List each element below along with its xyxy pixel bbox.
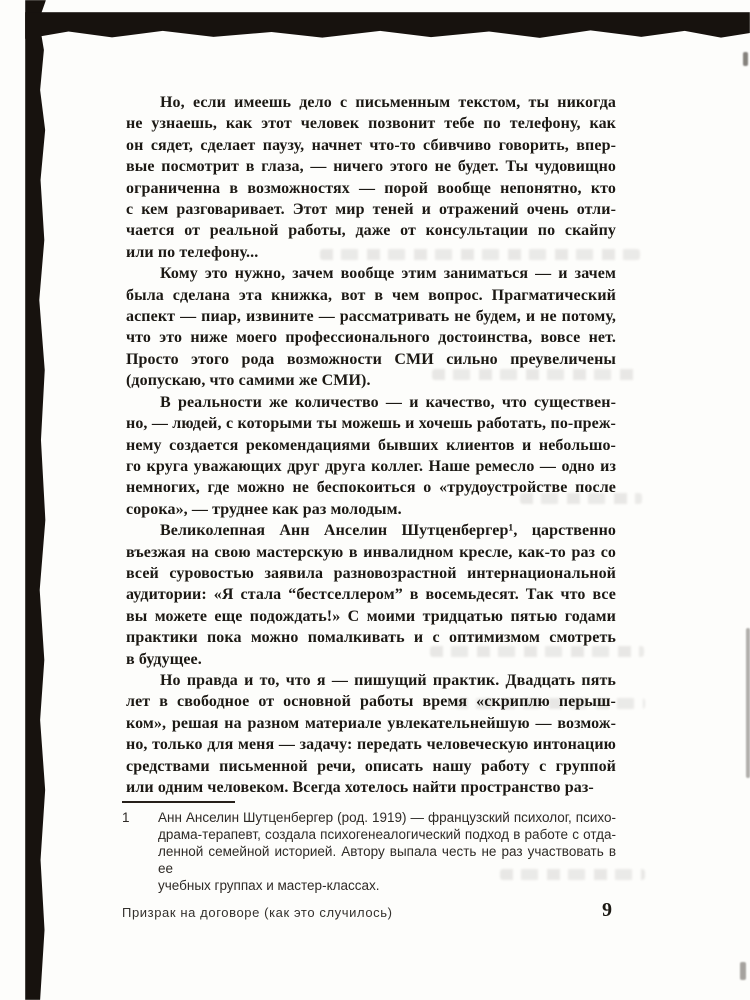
text-line: вы можете еще подождать!» С моими тридцатью пятью годами — [126, 607, 616, 625]
footnote-text — [158, 809, 616, 894]
paragraph — [126, 92, 616, 263]
text-line: в будущее. — [126, 650, 202, 668]
scan-speck — [743, 52, 748, 66]
text-line: учебных группах и мастер-классах. — [158, 878, 380, 893]
footnote-separator — [122, 801, 235, 803]
text-line: чается от реальной работы, даже от консультации по скайпу — [126, 222, 616, 240]
text-line: он сядет, сделает паузу, начнет что-то сбивчиво говорить, впер- — [126, 136, 616, 154]
paragraph — [126, 670, 616, 798]
text-line: или одним человеком. Всегда хотелось найти пространство раз- — [126, 779, 594, 796]
text-line: Анн Анселин Шутценбергер (род. 1919) — французский психолог, психо- — [158, 810, 616, 825]
scan-edge-top — [25, 12, 750, 39]
paragraph — [126, 392, 616, 520]
text-line: нему создается рекомендациями бывших клиентов и небольшо- — [126, 436, 616, 454]
text-line: аспект — пиар, извините — рассматривать не будем, и не потому, — [126, 308, 616, 326]
text-line: Просто этого рода возможности СМИ сильно преувеличены — [126, 350, 616, 368]
text-line: ограниченна в возможностях — порой вообще непонятно, кто — [126, 179, 616, 197]
text-line: драма-терапевт, создала психогенеалогический подход в работе с отда- — [158, 827, 616, 842]
text-line: средствами письменной речи, описать нашу работу с группой — [126, 757, 616, 775]
text-line: вые посмотрит в глаза, — ничего этого не будет. Ты чудовищно — [126, 158, 616, 176]
text-line: что это ниже моего профессионального достоинства, вовсе нет. — [126, 329, 616, 347]
text-line: но, — людей, с которыми ты можешь и хочешь работать, по-преж- — [126, 415, 616, 433]
text-line: аудитории: «Я стала “бестселлером” в восемьдесят. Так что все — [126, 586, 616, 604]
text-line: всей суровостью заявила разновозрастной интернациональной — [126, 564, 616, 582]
text-line: практики пока можно помалкивать и с оптимизмом смотреть — [126, 629, 616, 647]
text-line: ком», решая на разном материале увлекательнейшую — возмож- — [126, 714, 616, 732]
text-line: была сделана эта книжка, вот в чем вопрос. Прагматический — [126, 286, 616, 304]
text-line: лет в свободное от основной работы время «скриплю перыш- — [126, 693, 616, 711]
text-line: въезжая на свою мастерскую в инвалидном кресле, как-то раз со — [126, 543, 616, 561]
text-line: не узнаешь, как этот человек позвонит тебе по телефону, как — [126, 115, 616, 133]
text-line: сорока», — труднее как раз молодым. — [126, 500, 402, 518]
text-line: но, только для меня — задачу: передать человеческую интонацию — [126, 736, 616, 754]
paragraph — [126, 263, 616, 391]
text-line: Кому это нужно, зачем вообще этим заниматься — и зачем — [160, 265, 616, 283]
text-line: го круга уважающих друг друга коллег. Наше ремесло — одно из — [126, 457, 616, 475]
text-line: В реальности же количество — и качество, что существен- — [160, 393, 616, 411]
running-title: Призрак на договоре (как это случилось) — [122, 905, 393, 920]
paragraph — [126, 520, 616, 670]
scan-edge-left — [25, 0, 46, 1000]
text-line: ленной семейной историей. Автору выпала честь не раз участвовать в ее — [158, 844, 616, 876]
text-line: Но, если имеешь дело с письменным текстом, ты никогда — [160, 94, 616, 111]
footnote-marker: 1 — [122, 810, 130, 825]
text-line: немногих, где можно не беспокоиться о «трудоустройстве после — [126, 479, 616, 497]
body-text — [126, 92, 616, 798]
scan-speck — [740, 962, 746, 980]
text-line: Но правда и то, что я — пишущий практик. Двадцать пять — [160, 671, 616, 689]
footnote — [122, 809, 616, 894]
page-number: 9 — [602, 899, 612, 921]
text-line: с кем разговаривает. Этот мир теней и отражений очень отли- — [126, 201, 616, 219]
text-line: Великолепная Анн Анселин Шутценбергер¹, царственно — [160, 522, 616, 540]
text-line: (допускаю, что самими же СМИ). — [126, 372, 371, 390]
text-line: или по телефону... — [126, 243, 259, 261]
scan-speck — [746, 628, 750, 778]
